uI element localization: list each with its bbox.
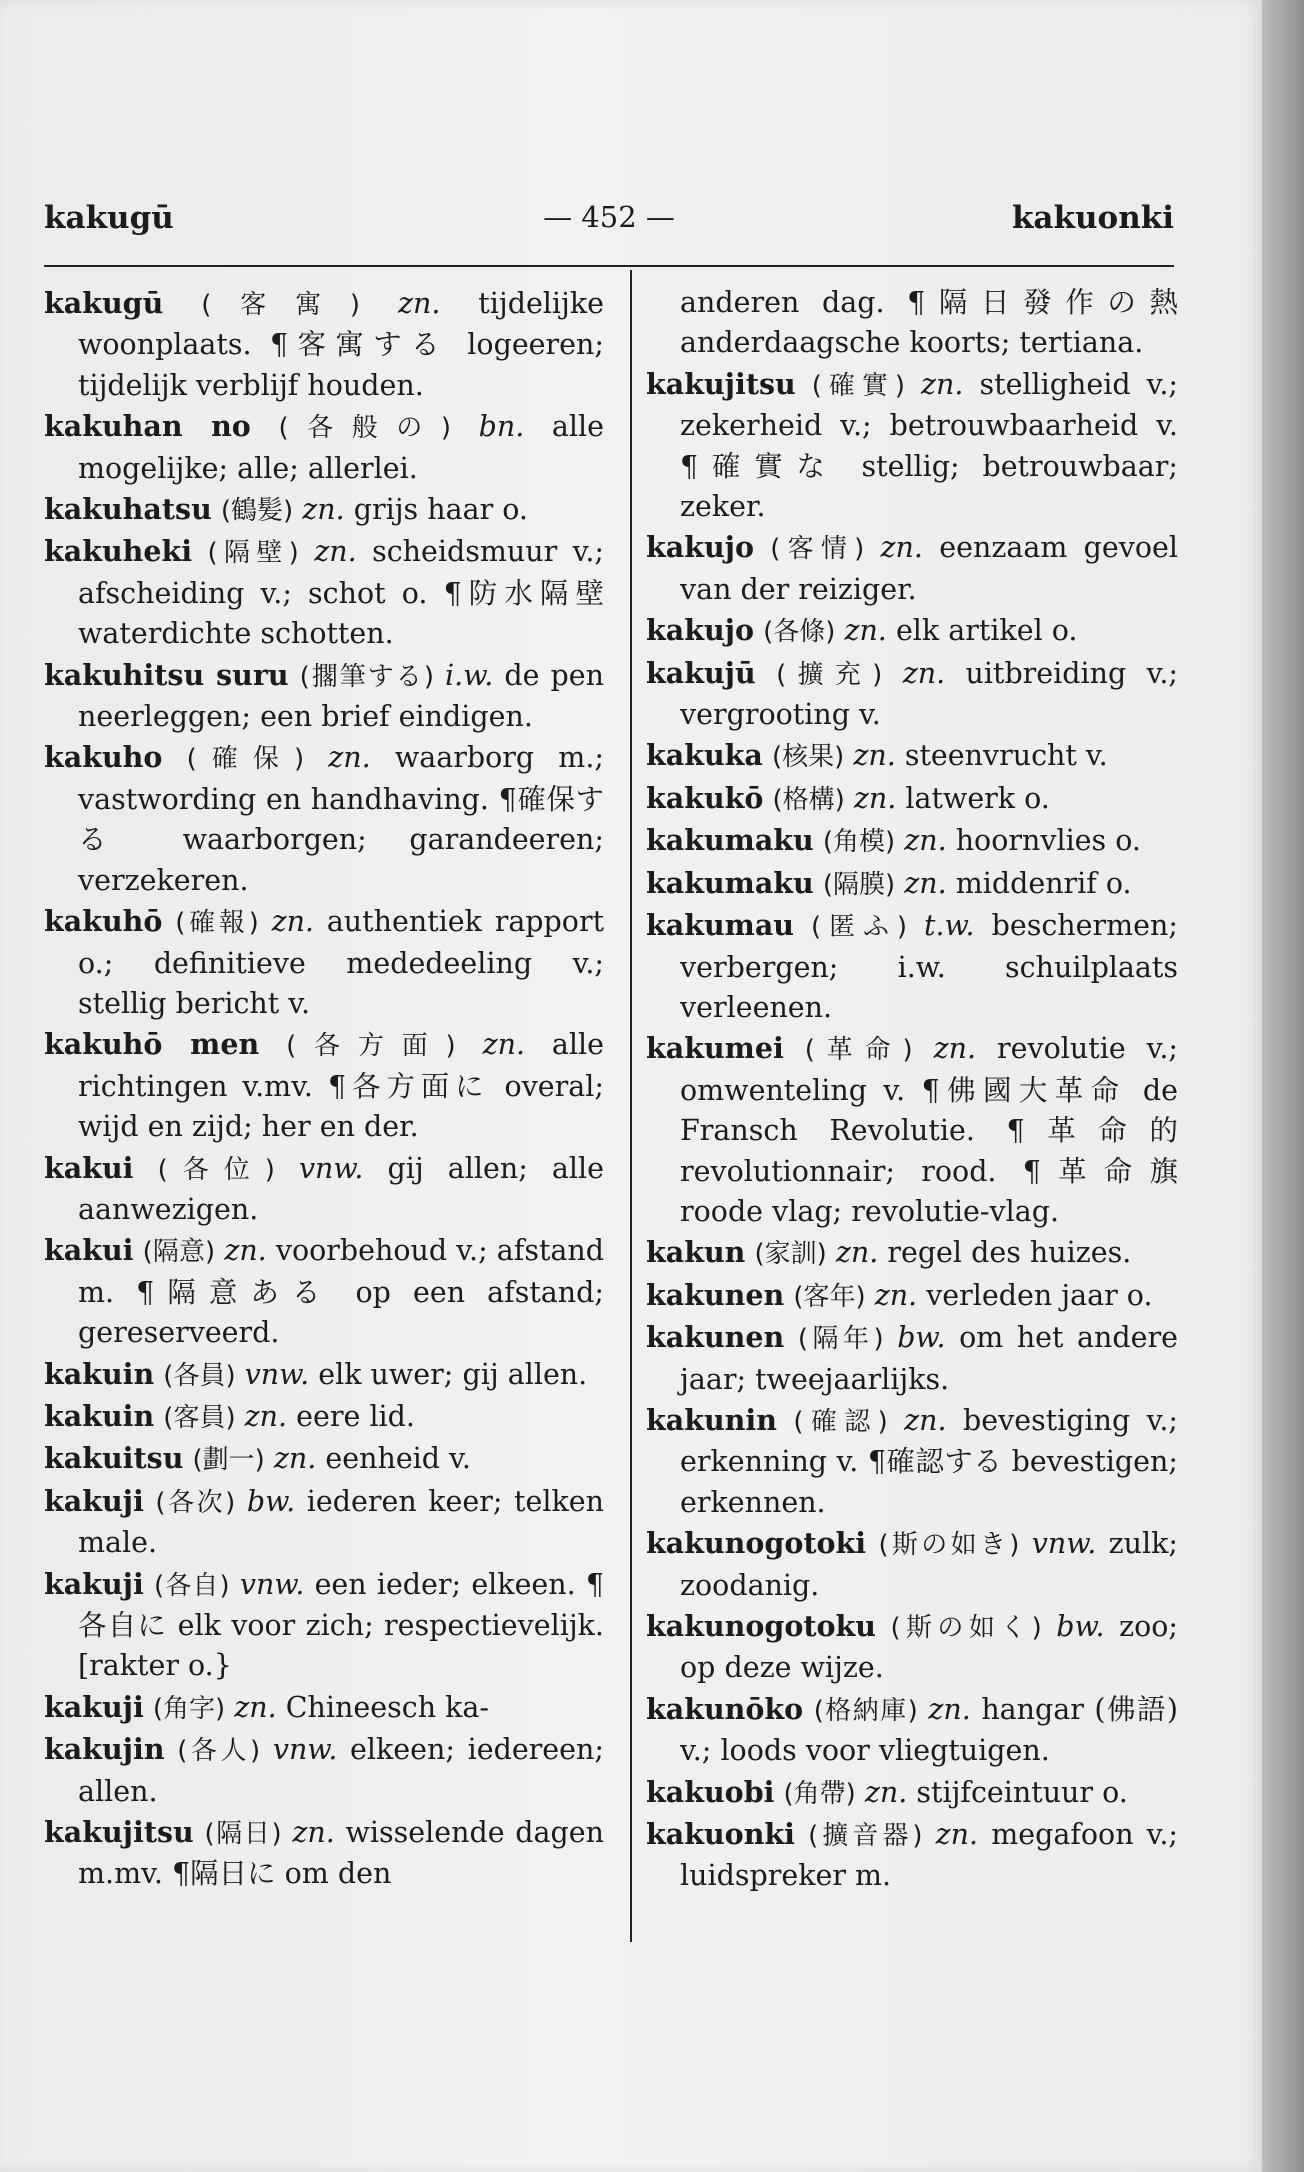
entry-kanji: (確實) [811, 370, 905, 401]
entry-part-of-speech: i.w. [445, 658, 494, 692]
entry-kanji: (角模) [822, 827, 896, 858]
entry-part-of-speech: bw. [246, 1484, 296, 1518]
entry-headword: kakukō [646, 780, 764, 815]
entry-kanji: (擴音器) [808, 1821, 923, 1852]
entry-headword: kakunogotoki [646, 1526, 867, 1561]
entry-part-of-speech: zn. [271, 905, 314, 939]
entry-kanji: (格納庫) [813, 1695, 918, 1726]
dictionary-entry [646, 905, 1178, 1028]
entry-definition: alle mogelijke; alle; allerlei. [78, 410, 604, 485]
dictionary-entry [646, 1275, 1178, 1317]
dictionary-entry [646, 1689, 1178, 1772]
entry-kanji: (格構) [772, 784, 845, 815]
dictionary-entry [646, 1606, 1178, 1689]
entry-kanji: (各位) [157, 1154, 275, 1185]
entry-part-of-speech: zn. [844, 614, 887, 648]
entry-kanji: (擴充) [776, 659, 883, 690]
entry-definition: zulk; zoodanig. [680, 1527, 1178, 1602]
entry-kanji: (隔壁) [207, 538, 299, 569]
entry-kanji: (客寓) [201, 290, 361, 320]
dictionary-entry [44, 489, 604, 531]
entry-headword: kakuobi [646, 1774, 775, 1809]
entry-kanji: (確保) [186, 744, 305, 775]
entry-part-of-speech: zn. [302, 493, 345, 527]
dictionary-entry [44, 1024, 604, 1147]
entry-part-of-speech: zn. [933, 1032, 977, 1066]
dictionary-entry [646, 778, 1178, 820]
entry-definition: gij allen; alle aanwezigen. [78, 1151, 604, 1226]
entry-part-of-speech: zn. [921, 367, 964, 401]
entry-kanji: (斯の如く) [890, 1613, 1042, 1643]
entry-kanji: (確報) [175, 908, 259, 939]
entry-kanji: (核果) [771, 742, 845, 773]
entry-headword: kakuho [44, 740, 163, 775]
entry-definition: waarborg m.; vastwording en handhaving. ¶確保する waarborgen; garandeeren; verzekeren. [78, 741, 604, 897]
dictionary-entry [44, 655, 604, 738]
entry-headword: kakugū [44, 286, 164, 320]
dictionary-entry [646, 610, 1178, 652]
entry-definition: bevestiging v.; erkenning v. ¶確認する bevestigen; erkennen. [680, 1403, 1179, 1519]
entry-part-of-speech: zn. [880, 531, 923, 565]
dictionary-entry [44, 1812, 604, 1895]
dictionary-entry [44, 1148, 604, 1231]
entry-definition: tijdelijke woonplaats. ¶客寓する logeeren; tijdelijk verblijf houden. [78, 287, 605, 402]
entry-definition: authentiek rapport o.; definitieve mededeeling v.; stellig bericht v. [78, 905, 605, 1020]
entry-part-of-speech: zn. [864, 1775, 908, 1809]
dictionary-entry [44, 531, 604, 654]
entry-headword: kakujitsu [646, 366, 796, 401]
entry-definition: eenzaam gevoel van der reiziger. [680, 531, 1178, 606]
dictionary-entry [646, 364, 1178, 528]
entry-definition: uitbreiding v.; vergrooting v. [680, 656, 1178, 732]
entry-part-of-speech: zn. [904, 866, 947, 900]
entry-part-of-speech: vnw. [272, 1733, 338, 1767]
entry-kanji: (各次) [155, 1487, 236, 1518]
entry-definition: elk artikel o. [895, 614, 1078, 648]
entry-part-of-speech: bw. [897, 1321, 946, 1355]
entry-headword: kakunin [646, 1402, 777, 1437]
entry-headword: kakunogotoku [646, 1609, 876, 1643]
entry-headword: kakuin [44, 1356, 155, 1391]
entry-definition: beschermen; verbergen; i.w. schuilplaats verleenen. [680, 909, 1179, 1024]
entry-headword: kakuitsu [44, 1441, 184, 1476]
entry-kanji: (家訓) [754, 1239, 827, 1270]
entry-kanji: (角帶) [783, 1778, 856, 1809]
entry-part-of-speech: zn. [482, 1028, 526, 1062]
entry-kanji: (角字) [152, 1693, 226, 1724]
entry-headword: kakumaku [646, 865, 814, 900]
entry-part-of-speech: zn. [904, 1403, 947, 1437]
entry-part-of-speech: zn. [853, 781, 897, 815]
entry-part-of-speech: vnw. [1031, 1527, 1097, 1561]
entry-kanji: (各方面) [286, 1031, 456, 1062]
entry-part-of-speech: vnw. [239, 1567, 305, 1601]
entry-definition: megafoon v.; luidspreker m. [680, 1818, 1179, 1893]
entry-headword: kakuonki [646, 1817, 795, 1852]
entry-part-of-speech: zn. [902, 656, 946, 690]
dictionary-entry [646, 1400, 1178, 1523]
entry-kanji: (各般の) [278, 413, 451, 444]
dictionary-entry [44, 1481, 604, 1564]
entry-part-of-speech: zn. [835, 1236, 879, 1270]
entry-headword: kakunōko [646, 1691, 804, 1726]
entry-headword: kakuji [44, 1483, 144, 1518]
entry-definition: regel des huizes. [887, 1236, 1132, 1270]
entry-kanji: (劃一) [192, 1445, 265, 1476]
entry-definition: hoornvlies o. [955, 824, 1141, 858]
entry-headword: kakujū [646, 655, 756, 690]
entry-headword: kakuin [44, 1398, 155, 1433]
entry-part-of-speech: vnw. [298, 1151, 364, 1185]
entry-definition: middenrif o. [955, 866, 1132, 900]
entry-kanji: (各條) [763, 617, 836, 648]
entry-kanji: (各員) [163, 1360, 236, 1391]
entry-kanji: (隔膜) [822, 869, 896, 900]
entry-kanji: (各人) [177, 1736, 261, 1767]
entry-definition: elkeen; iedereen; allen. [78, 1733, 604, 1808]
dictionary-entry [646, 1814, 1178, 1897]
entry-definition: grijs haar o. [353, 493, 528, 527]
entry-part-of-speech: zn. [244, 1399, 288, 1433]
entry-definition: verleden jaar o. [926, 1278, 1153, 1312]
entry-kanji: (隔意) [142, 1237, 216, 1268]
entry-kanji: (鶴髪) [220, 496, 294, 527]
dictionary-entry [646, 1028, 1178, 1232]
header-rule [44, 265, 1174, 267]
entry-part-of-speech: zn. [853, 739, 896, 773]
entry-headword: kakujin [44, 1732, 165, 1767]
entry-part-of-speech: zn. [224, 1234, 267, 1268]
entry-part-of-speech: t.w. [924, 909, 975, 943]
dictionary-entry [44, 901, 604, 1024]
entry-kanji: (客年) [793, 1281, 866, 1312]
dictionary-entry [44, 1729, 604, 1812]
entry-kanji: (匿ふ) [811, 912, 908, 943]
entry-part-of-speech: zn. [928, 1692, 971, 1726]
entry-definition: elk uwer; gij allen. [318, 1357, 588, 1391]
dictionary-entry [44, 1564, 604, 1687]
dictionary-entry [646, 1772, 1178, 1814]
dictionary-entry [646, 1317, 1178, 1400]
dictionary-entry [646, 527, 1178, 610]
entry-part-of-speech: vnw. [244, 1357, 310, 1391]
dictionary-entry [44, 1687, 604, 1729]
page-edge [1262, 0, 1304, 2172]
entry-part-of-speech: zn. [292, 1816, 335, 1850]
entry-definition: wisselende dagen m.mv. ¶隔日に om den [78, 1816, 604, 1891]
entry-headword: kakujo [646, 530, 755, 565]
entry-headword: kakuhatsu [44, 492, 212, 527]
dictionary-entry [646, 653, 1178, 736]
entry-definition: iederen keer; telken male. [78, 1484, 604, 1560]
dictionary-entry [44, 1354, 604, 1396]
dictionary-entry [646, 735, 1178, 777]
entry-definition: hangar (佛語) v.; loods voor vliegtuigen. [680, 1692, 1179, 1768]
dictionary-entry [646, 1232, 1178, 1274]
entry-part-of-speech: zn. [234, 1690, 277, 1724]
entry-headword: kakun [646, 1235, 746, 1270]
dictionary-entry [646, 863, 1178, 905]
dictionary-entry [44, 737, 604, 901]
entry-definition: revolutie v.; omwenteling v. ¶佛國大革命 de Fransch Revolutie. ¶革命的 revolutionnair; rood. ¶革命旗 roode vlag; revolutie-vlag. [680, 1032, 1179, 1228]
entry-part-of-speech: bw. [1056, 1610, 1105, 1643]
entry-part-of-speech: zn. [273, 1442, 317, 1476]
right-guide-word: kakuonki [1011, 200, 1174, 236]
entry-part-of-speech: zn. [935, 1818, 979, 1852]
dictionary-entry [646, 283, 1178, 364]
entry-headword: kakujitsu [44, 1815, 194, 1850]
entry-definition: latwerk o. [905, 781, 1050, 815]
entry-definition: alle richtingen v.mv. ¶各方面に overal; wijd en zijd; her en der. [78, 1028, 604, 1144]
entry-headword: kakui [44, 1233, 134, 1268]
entry-definition: eenheid v. [325, 1442, 471, 1476]
entry-headword: kakunen [646, 1320, 785, 1355]
entry-kanji: (斯の如き) [878, 1530, 1020, 1561]
dictionary-entry [646, 1523, 1178, 1606]
entry-headword: kakuji [44, 1566, 144, 1601]
entry-headword: kakumau [646, 908, 795, 943]
entry-headword: kakuheki [44, 534, 193, 569]
dictionary-entry [44, 1438, 604, 1480]
entry-headword: kakuhan no [44, 409, 251, 444]
entry-definition: eere lid. [296, 1399, 415, 1433]
entry-part-of-speech: bn. [478, 410, 525, 444]
entry-headword: kakumei [646, 1031, 784, 1066]
dictionary-entry [44, 406, 604, 489]
entry-kanji: (隔日) [204, 1819, 282, 1850]
entry-definition: voorbehoud v.; afstand m. ¶隔意ある op een afstand; gereserveerd. [78, 1234, 605, 1350]
dictionary-entry [646, 820, 1178, 862]
entry-definition: stijfceintuur o. [916, 1775, 1128, 1809]
entry-definition: Chineesch ka- [285, 1690, 490, 1724]
running-header [44, 200, 1174, 260]
column-divider [630, 270, 632, 1942]
entry-headword: kakui [44, 1150, 134, 1185]
entry-definition: anderen dag. ¶隔日發作の熱 anderdaagsche koorts; tertiana. [680, 286, 1178, 360]
entry-definition: steenvrucht v. [904, 739, 1108, 773]
entry-part-of-speech: zn. [314, 535, 357, 569]
entry-kanji: (確認) [793, 1406, 888, 1437]
entry-kanji: (擱筆する) [299, 661, 434, 692]
entry-kanji: (各自) [154, 1570, 230, 1601]
right-column [646, 283, 1178, 1897]
entry-headword: kakuka [646, 738, 763, 773]
entry-kanji: (客情) [770, 534, 865, 565]
entry-definition: stelligheid v.; zekerheid v.; betrouwbaarheid v. ¶確實な stellig; betrouwbaar; zeker. [680, 367, 1179, 524]
entry-kanji: (隔年) [797, 1324, 884, 1355]
entry-headword: kakuhō men [44, 1027, 260, 1062]
entry-part-of-speech: zn. [397, 287, 441, 320]
entry-definition: de pen neerleggen; een brief eindigen. [78, 658, 604, 734]
dictionary-entry [44, 1230, 604, 1353]
entry-headword: kakumaku [646, 823, 814, 858]
entry-headword: kakujo [646, 613, 755, 648]
left-guide-word: kakugū [44, 200, 174, 236]
entry-headword: kakuhō [44, 904, 163, 939]
entry-part-of-speech: zn. [904, 824, 947, 858]
entry-part-of-speech: zn. [874, 1278, 918, 1312]
dictionary-entry [44, 1396, 604, 1438]
dictionary-entry [44, 283, 604, 406]
entry-headword: kakunen [646, 1277, 785, 1312]
page-number: — 452 — [543, 200, 675, 234]
entry-kanji: (革命) [804, 1035, 913, 1066]
entry-part-of-speech: zn. [328, 741, 371, 775]
entry-headword: kakuhitsu suru [44, 657, 289, 692]
entry-definition: een ieder; elkeen. ¶各自に elk voor zich; respectievelijk. [rakter o.} [78, 1567, 605, 1683]
entry-definition: om het andere jaar; tweejaarlijks. [680, 1321, 1178, 1396]
left-column [44, 283, 604, 1895]
entry-definition: zoo; op deze wijze. [680, 1610, 1178, 1685]
entry-headword: kakuji [44, 1689, 144, 1724]
entry-definition: scheidsmuur v.; afscheiding v.; schot o. ¶防水隔壁 waterdichte schotten. [78, 535, 605, 651]
entry-kanji: (客員) [163, 1402, 236, 1433]
